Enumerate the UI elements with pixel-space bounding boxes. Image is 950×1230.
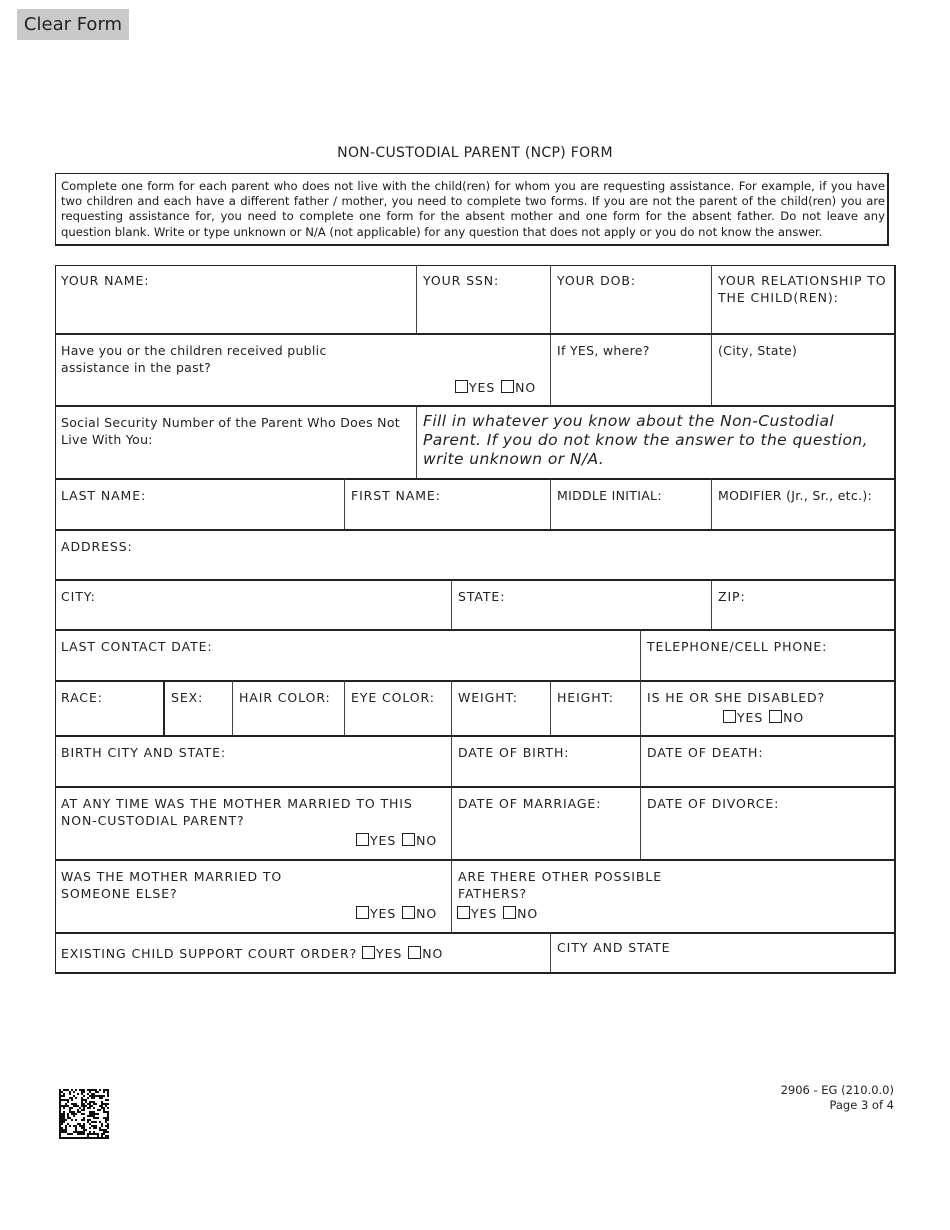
instructions-box: Complete one form for each parent who does not live with the child(ren) for whom you are requesting assistance. For example, if you have two children and each have a different father / mother, you need to complete two forms. If you are not the parent of the child(ren) you are requesting assistance for, you need to complete one form for the absent mother and one form for the absent father. Do not leave any question blank. Write or type unknown or N/A (not applicable) for any question that does not apply or you do not know the answer. — [55, 173, 889, 246]
date-of-death-label: DATE OF DEATH: — [647, 745, 764, 760]
public-assistance-options — [455, 380, 536, 395]
modifier-field[interactable] — [711, 478, 895, 530]
hair-color-field[interactable] — [232, 680, 345, 736]
mother-married-else-options — [356, 906, 437, 921]
last-name-field[interactable] — [55, 478, 345, 530]
zip-field[interactable] — [711, 579, 895, 630]
date-of-divorce-label: DATE OF DIVORCE: — [647, 796, 780, 811]
clear-form-button[interactable]: Clear Form — [17, 9, 129, 40]
hair-color-label: HAIR COLOR: — [239, 690, 331, 705]
assistance-city-state-field[interactable] — [711, 333, 895, 406]
first-name-field[interactable] — [344, 478, 551, 530]
disabled-yes-checkbox[interactable] — [723, 710, 736, 723]
disabled-options — [723, 710, 804, 725]
page-footer — [781, 1083, 894, 1113]
other-fathers-label: ARE THERE OTHER POSSIBLE FATHERS? — [458, 869, 662, 901]
eye-color-label: EYE COLOR: — [351, 690, 435, 705]
first-name-label: FIRST NAME: — [351, 488, 441, 503]
ncp-instructions — [416, 405, 895, 479]
no-label: NO — [416, 833, 438, 848]
date-of-marriage-label: DATE OF MARRIAGE: — [458, 796, 602, 811]
mother-married-ncp-options — [356, 833, 437, 848]
date-of-birth-field[interactable] — [451, 735, 641, 787]
court-order-line — [61, 946, 443, 961]
public-assistance-label: Have you or the children received public assistance in the past? — [61, 343, 327, 375]
your-ssn-field[interactable] — [416, 265, 551, 334]
date-of-divorce-field[interactable] — [640, 786, 895, 860]
mother-married-ncp-cell — [55, 786, 452, 860]
your-name-label: YOUR NAME: — [61, 273, 150, 288]
barcode-icon — [59, 1089, 109, 1139]
middle-initial-label: MIDDLE INITIAL: — [557, 488, 662, 503]
last-name-label: LAST NAME: — [61, 488, 147, 503]
public-assistance-no-checkbox[interactable] — [501, 380, 514, 393]
state-label: STATE: — [458, 589, 506, 604]
mother-married-else-yes-checkbox[interactable] — [356, 906, 369, 919]
mother-married-ncp-label: AT ANY TIME WAS THE MOTHER MARRIED TO THIS NON-CUSTODIAL PARENT? — [61, 796, 413, 828]
yes-label: YES — [376, 946, 403, 961]
address-field[interactable] — [55, 529, 895, 580]
yes-label: YES — [370, 833, 397, 848]
height-label: HEIGHT: — [557, 690, 614, 705]
ncp-ssn-field[interactable] — [55, 405, 417, 479]
no-label: NO — [422, 946, 444, 961]
other-fathers-yes-checkbox[interactable] — [457, 906, 470, 919]
city-state-hint: (City, State) — [718, 343, 798, 358]
city-field[interactable] — [55, 579, 452, 630]
form-title: NON-CUSTODIAL PARENT (NCP) FORM — [337, 145, 613, 161]
date-of-death-field[interactable] — [640, 735, 895, 787]
sex-label: SEX: — [171, 690, 204, 705]
mother-married-ncp-no-checkbox[interactable] — [402, 833, 415, 846]
your-name-field[interactable] — [55, 265, 417, 334]
no-label: NO — [515, 380, 537, 395]
if-yes-where-field[interactable] — [550, 333, 712, 406]
last-contact-date-field[interactable] — [55, 629, 641, 681]
court-order-cell — [55, 932, 551, 973]
public-assistance-yes-checkbox[interactable] — [455, 380, 468, 393]
court-order-yes-checkbox[interactable] — [362, 946, 375, 959]
date-of-birth-label: DATE OF BIRTH: — [458, 745, 570, 760]
height-field[interactable] — [550, 680, 641, 736]
your-ssn-label: YOUR SSN: — [423, 273, 500, 288]
zip-label: ZIP: — [718, 589, 746, 604]
weight-label: WEIGHT: — [458, 690, 518, 705]
birth-city-state-field[interactable] — [55, 735, 452, 787]
yes-label: YES — [370, 906, 397, 921]
no-label: NO — [416, 906, 438, 921]
last-contact-date-label: LAST CONTACT DATE: — [61, 639, 213, 654]
birth-city-state-label: BIRTH CITY AND STATE: — [61, 745, 227, 760]
modifier-label: MODIFIER (Jr., Sr., etc.): — [718, 488, 873, 503]
eye-color-field[interactable] — [344, 680, 452, 736]
state-field[interactable] — [451, 579, 712, 630]
mother-married-else-no-checkbox[interactable] — [402, 906, 415, 919]
mother-married-ncp-yes-checkbox[interactable] — [356, 833, 369, 846]
yes-label: YES — [471, 906, 498, 921]
your-dob-label: YOUR DOB: — [557, 273, 636, 288]
yes-label: YES — [469, 380, 496, 395]
race-label: RACE: — [61, 690, 103, 705]
ncp-ssn-label: Social Security Number of the Parent Who Does Not Live With You: — [61, 415, 400, 447]
no-label: NO — [517, 906, 539, 921]
other-fathers-no-checkbox[interactable] — [503, 906, 516, 919]
telephone-label: TELEPHONE/CELL PHONE: — [647, 639, 828, 654]
court-city-state-field[interactable] — [550, 932, 895, 973]
your-relationship-field[interactable] — [711, 265, 895, 334]
mother-married-else-label: WAS THE MOTHER MARRIED TO SOMEONE ELSE? — [61, 869, 283, 901]
your-dob-field[interactable] — [550, 265, 712, 334]
ncp-form-grid — [55, 265, 895, 973]
yes-label: YES — [737, 710, 764, 725]
disabled-cell — [640, 680, 895, 736]
form-number: 2906 - EG (210.0.0) — [780, 1083, 894, 1097]
your-relationship-label: YOUR RELATIONSHIP TO THE CHILD(REN): — [718, 273, 887, 305]
public-assistance-cell — [55, 333, 551, 406]
if-yes-where-label: If YES, where? — [557, 343, 650, 358]
court-order-label: EXISTING CHILD SUPPORT COURT ORDER? — [61, 946, 358, 961]
other-fathers-cell — [451, 859, 895, 933]
page-number: Page 3 of 4 — [829, 1098, 894, 1112]
telephone-field[interactable] — [640, 629, 895, 681]
mother-married-else-cell — [55, 859, 452, 933]
ncp-instructions-text: Fill in whatever you know about the Non-Custodial Parent. If you do not know the answer to the question, write unknown or N/A. — [423, 412, 868, 468]
court-order-no-checkbox[interactable] — [408, 946, 421, 959]
date-of-marriage-field[interactable] — [451, 786, 641, 860]
no-label: NO — [783, 710, 805, 725]
middle-initial-field[interactable] — [550, 478, 712, 530]
court-city-state-label: CITY AND STATE — [557, 940, 671, 955]
address-label: ADDRESS: — [61, 539, 133, 554]
sex-field[interactable] — [163, 680, 233, 736]
other-fathers-options — [457, 906, 538, 921]
race-field[interactable] — [55, 680, 164, 736]
disabled-no-checkbox[interactable] — [769, 710, 782, 723]
weight-field[interactable] — [451, 680, 551, 736]
disabled-label: IS HE OR SHE DISABLED? — [647, 690, 826, 705]
city-label: CITY: — [61, 589, 96, 604]
